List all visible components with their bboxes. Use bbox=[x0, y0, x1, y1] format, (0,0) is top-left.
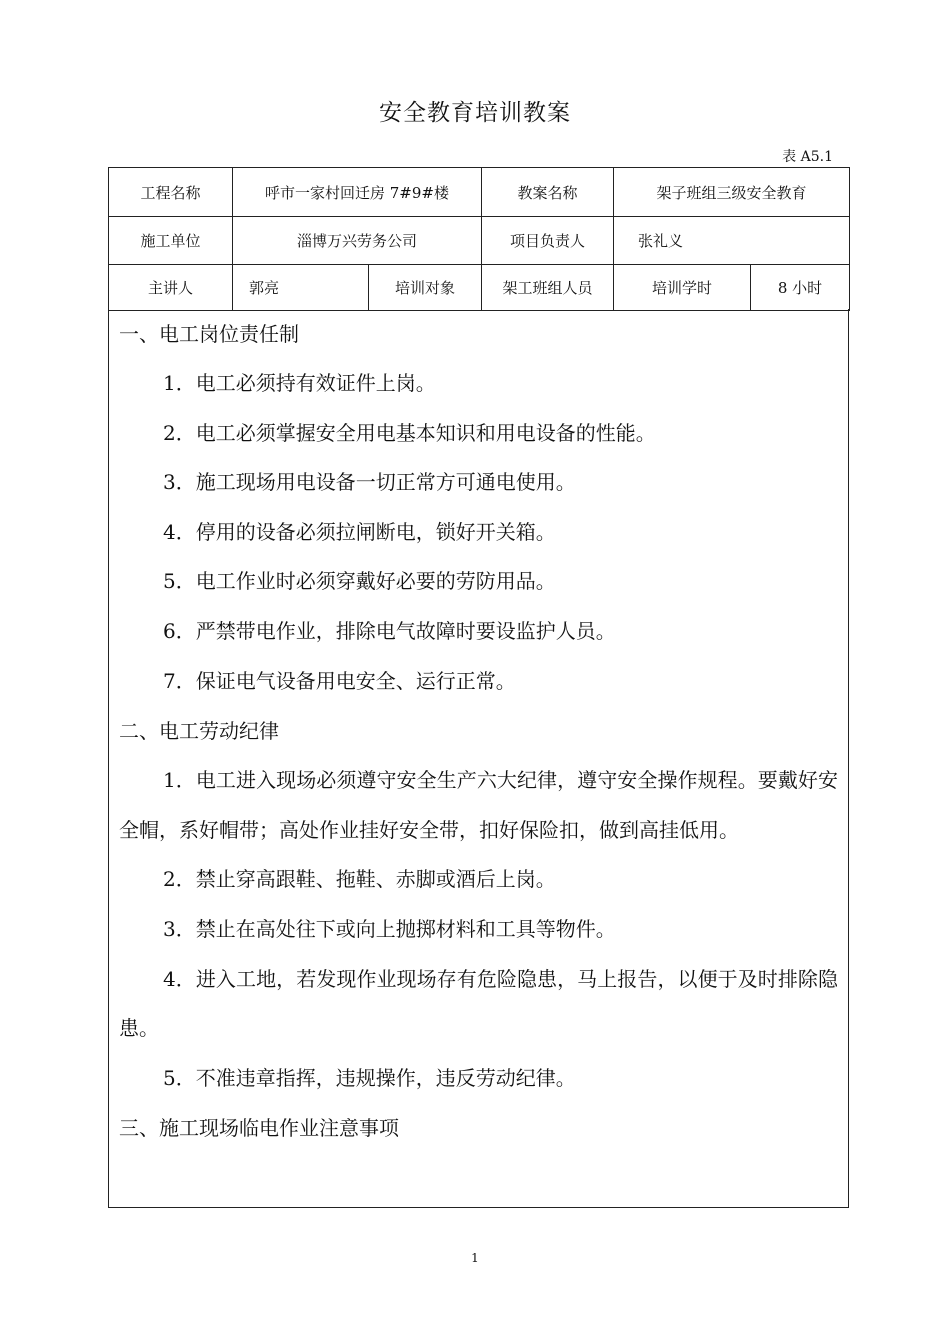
manager-label: 项目负责人 bbox=[482, 217, 614, 265]
list-item: 2．电工必须掌握安全用电基本知识和用电设备的性能。 bbox=[163, 420, 656, 445]
document-title: 安全教育培训教案 bbox=[379, 100, 571, 126]
section-1 bbox=[119, 309, 838, 706]
table-row bbox=[109, 265, 850, 311]
form-code: 表 A5.1 bbox=[782, 149, 833, 165]
section-heading: 一、电工岗位责任制 bbox=[119, 322, 299, 346]
list-item: 4．进入工地，若发现作业现场存有危险隐患，马上报告，以便于及时排除隐患。 bbox=[119, 966, 838, 1041]
list-item: 4．停用的设备必须拉闸断电，锁好开关箱。 bbox=[163, 519, 556, 544]
contractor-label: 施工单位 bbox=[109, 217, 233, 265]
section-heading: 二、电工劳动纪律 bbox=[119, 719, 279, 744]
list-item: 6．严禁带电作业，排除电气故障时要设监护人员。 bbox=[163, 618, 616, 643]
info-table bbox=[108, 167, 850, 311]
table-row bbox=[109, 217, 850, 265]
lecturer-label: 主讲人 bbox=[109, 265, 233, 311]
section-2 bbox=[119, 706, 838, 1103]
manager-value: 张礼义 bbox=[614, 217, 850, 265]
section-heading: 三、施工现场临电作业注意事项 bbox=[119, 1116, 399, 1141]
list-item: 5．不准违章指挥，违规操作，违反劳动纪律。 bbox=[163, 1065, 576, 1090]
lecturer-value: 郭亮 bbox=[233, 265, 369, 311]
list-item: 7．保证电气设备用电安全、运行正常。 bbox=[163, 668, 516, 693]
hours-value: 8 小时 bbox=[751, 265, 850, 311]
plan-name-value: 架子班组三级安全教育 bbox=[614, 168, 850, 217]
list-item: 3．禁止在高处往下或向上抛掷材料和工具等物件。 bbox=[163, 916, 616, 941]
table-row bbox=[109, 168, 850, 217]
page-number: 1 bbox=[471, 1251, 479, 1265]
audience-value: 架工班组人员 bbox=[482, 265, 614, 311]
audience-label: 培训对象 bbox=[369, 265, 482, 311]
project-name-label: 工程名称 bbox=[109, 168, 233, 217]
list-item: 1．电工必须持有效证件上岗。 bbox=[163, 371, 436, 395]
training-content bbox=[108, 309, 849, 1208]
list-item: 5．电工作业时必须穿戴好必要的劳防用品。 bbox=[163, 569, 556, 594]
section-3 bbox=[119, 1103, 838, 1153]
list-item: 3．施工现场用电设备一切正常方可通电使用。 bbox=[163, 470, 576, 495]
contractor-value: 淄博万兴劳务公司 bbox=[233, 217, 482, 265]
project-name-value: 呼市一家村回迁房 7#9#楼 bbox=[233, 168, 482, 217]
plan-name-label: 教案名称 bbox=[482, 168, 614, 217]
hours-label: 培训学时 bbox=[614, 265, 751, 311]
list-item: 1．电工进入现场必须遵守安全生产六大纪律，遵守安全操作规程。要戴好安全帽，系好帽带；高处作业挂好安全带，扣好保险扣，做到高挂低用。 bbox=[119, 768, 838, 842]
list-item: 2．禁止穿高跟鞋、拖鞋、赤脚或酒后上岗。 bbox=[163, 867, 556, 892]
